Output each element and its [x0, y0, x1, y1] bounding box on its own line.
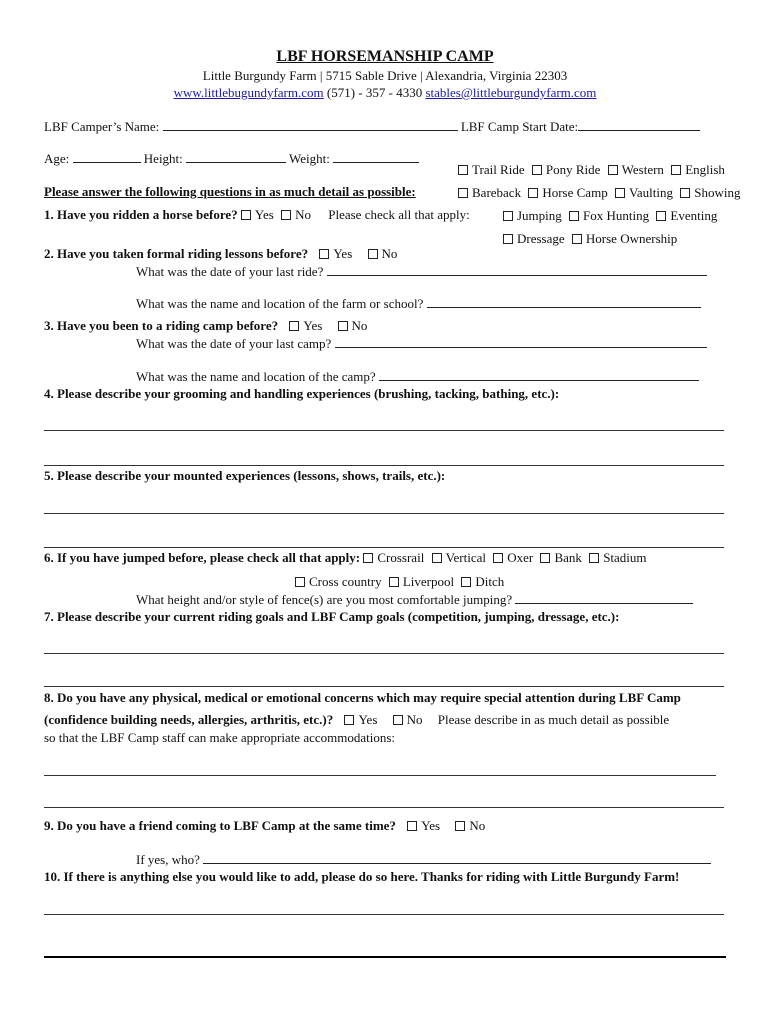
checkbox-icon — [393, 715, 403, 725]
question-8-row-2 — [44, 712, 669, 728]
question-7-text: 7. Please describe your current riding goals and LBF Camp goals (competition, jumping, dressage, etc.): — [44, 609, 620, 624]
camp-location-field[interactable] — [379, 369, 699, 381]
checkbox-icon — [319, 249, 329, 259]
age-height-weight-row — [44, 151, 419, 167]
question-8-line-2: (confidence building needs, allergies, arthritis, etc.)? — [44, 712, 334, 727]
question-2-text: 2. Have you taken formal riding lessons before? — [44, 246, 309, 261]
website-link[interactable]: www.littlebugundyfarm.com — [173, 85, 324, 100]
farm-address: Little Burgundy Farm | 5715 Sable Drive | Alexandria, Virginia 22303 — [202, 68, 568, 83]
question-8-line-1: 8. Do you have any physical, medical or emotional concerns which may require special attention during LBF Camp — [44, 690, 681, 705]
checkbox-icon — [532, 165, 542, 175]
jump-ditch[interactable]: Ditch — [461, 574, 504, 589]
fence-height-field[interactable] — [515, 592, 693, 604]
question-6-text: 6. If you have jumped before, please check all that apply: — [44, 550, 361, 565]
friend-who-label: If yes, who? — [136, 852, 200, 867]
q4-answer-line-1[interactable] — [44, 430, 724, 431]
option-english[interactable]: English — [671, 162, 725, 177]
checkbox-icon — [344, 715, 354, 725]
checkbox-icon — [503, 211, 513, 221]
contact-line — [0, 85, 770, 101]
experience-options-row-4 — [503, 231, 681, 247]
age-field[interactable] — [73, 151, 141, 163]
q3-no[interactable]: No — [338, 318, 368, 333]
start-date-field[interactable] — [578, 119, 700, 131]
option-eventing[interactable]: Eventing — [656, 208, 717, 223]
checkbox-icon — [671, 165, 681, 175]
q4-answer-line-2[interactable] — [44, 465, 724, 466]
q7-answer-line-1[interactable] — [44, 653, 724, 654]
q8-yes[interactable]: Yes — [344, 712, 377, 727]
last-ride-row — [136, 264, 707, 280]
height-field[interactable] — [186, 151, 286, 163]
question-4-text: 4. Please describe your grooming and handling experiences (brushing, tacking, bathing, etc.): — [44, 386, 560, 401]
q10-answer-line[interactable] — [44, 914, 724, 915]
q3-yes[interactable]: Yes — [289, 318, 322, 333]
q7-answer-line-2[interactable] — [44, 686, 724, 687]
checkbox-icon — [608, 165, 618, 175]
question-1-text: 1. Have you ridden a horse before? — [44, 207, 238, 222]
checkbox-icon — [289, 321, 299, 331]
checkbox-icon — [363, 553, 373, 563]
email-link[interactable]: stables@littleburgundyfarm.com — [425, 85, 597, 100]
phone-number: (571) - 357 - 4330 — [326, 85, 423, 100]
jump-cross-country[interactable]: Cross country — [295, 574, 382, 589]
farm-school-field[interactable] — [427, 296, 701, 308]
jump-liverpool[interactable]: Liverpool — [389, 574, 454, 589]
friend-who-row — [136, 852, 711, 868]
option-fox-hunting[interactable]: Fox Hunting — [569, 208, 649, 223]
question-5-text: 5. Please describe your mounted experiences (lessons, shows, trails, etc.): — [44, 468, 446, 483]
question-3 — [44, 318, 371, 334]
height-label: Height: — [143, 151, 183, 166]
q2-no[interactable]: No — [368, 246, 398, 261]
checkbox-icon — [589, 553, 599, 563]
checkbox-icon — [407, 821, 417, 831]
last-ride-field[interactable] — [327, 264, 707, 276]
friend-who-field[interactable] — [203, 852, 711, 864]
checkbox-icon — [389, 577, 399, 587]
q8-describe-text: Please describe in as much detail as possible — [437, 712, 670, 727]
age-label: Age: — [44, 151, 70, 166]
q8-no[interactable]: No — [393, 712, 423, 727]
option-western[interactable]: Western — [608, 162, 664, 177]
option-vaulting[interactable]: Vaulting — [615, 185, 673, 200]
option-dressage[interactable]: Dressage — [503, 231, 565, 246]
question-8-line-3: so that the LBF Camp staff can make appropriate accommodations: — [44, 730, 396, 745]
q9-no[interactable]: No — [455, 818, 485, 833]
checkbox-icon — [503, 234, 513, 244]
checkbox-icon — [368, 249, 378, 259]
jump-vertical[interactable]: Vertical — [432, 550, 486, 565]
page-title: LBF HORSEMANSHIP CAMP — [276, 48, 494, 65]
experience-options-row-2 — [458, 185, 745, 201]
jump-oxer[interactable]: Oxer — [493, 550, 533, 565]
bottom-rule — [44, 956, 726, 958]
question-10-text: 10. If there is anything else you would like to add, please do so here. Thanks for riding with Little Burgundy Farm! — [44, 869, 680, 884]
question-1 — [44, 207, 470, 223]
last-camp-field[interactable] — [335, 336, 707, 348]
experience-options-row-3 — [503, 208, 721, 224]
checkbox-icon — [241, 210, 251, 220]
last-camp-row — [136, 336, 707, 352]
camper-name-row — [44, 119, 700, 135]
q5-answer-line-2[interactable] — [44, 547, 724, 548]
jump-crossrail[interactable]: Crossrail — [363, 550, 424, 565]
camp-location-label: What was the name and location of the camp? — [136, 369, 376, 384]
checkbox-icon — [455, 821, 465, 831]
checkbox-icon — [281, 210, 291, 220]
farm-school-row — [136, 296, 701, 312]
checkbox-icon — [338, 321, 348, 331]
farm-school-label: What was the name and location of the farm or school? — [136, 296, 424, 311]
checkbox-icon — [461, 577, 471, 587]
jump-stadium[interactable]: Stadium — [589, 550, 646, 565]
option-trail-ride[interactable]: Trail Ride — [458, 162, 525, 177]
checkbox-icon — [528, 188, 538, 198]
option-pony-ride[interactable]: Pony Ride — [532, 162, 601, 177]
camp-location-row — [136, 369, 699, 385]
checkbox-icon — [569, 211, 579, 221]
option-horse-camp[interactable]: Horse Camp — [528, 185, 607, 200]
weight-field[interactable] — [333, 151, 419, 163]
checkbox-icon — [540, 553, 550, 563]
question-2 — [44, 246, 401, 262]
checkbox-icon — [615, 188, 625, 198]
last-camp-label: What was the date of your last camp? — [136, 336, 332, 351]
weight-label: Weight: — [289, 151, 330, 166]
fence-height-label: What height and/or style of fence(s) are you most comfortable jumping? — [136, 592, 513, 607]
checkbox-icon — [493, 553, 503, 563]
question-9 — [44, 818, 489, 834]
checkbox-icon — [680, 188, 690, 198]
check-all-label: Please check all that apply: — [328, 207, 470, 222]
camper-name-label: LBF Camper’s Name: — [44, 119, 160, 134]
checkbox-icon — [656, 211, 666, 221]
checkbox-icon — [295, 577, 305, 587]
option-jumping[interactable]: Jumping — [503, 208, 562, 223]
q2-yes[interactable]: Yes — [319, 246, 352, 261]
question-3-text: 3. Have you been to a riding camp before? — [44, 318, 279, 333]
q1-no[interactable]: No — [281, 207, 311, 222]
start-date-label: LBF Camp Start Date: — [460, 119, 579, 134]
camper-name-field[interactable] — [163, 119, 458, 131]
checkbox-icon — [432, 553, 442, 563]
q9-yes[interactable]: Yes — [407, 818, 440, 833]
q8-answer-line-1[interactable] — [44, 775, 716, 776]
jump-bank[interactable]: Bank — [540, 550, 581, 565]
q5-answer-line-1[interactable] — [44, 513, 724, 514]
instruction-text: Please answer the following questions in as much detail as possible: — [44, 184, 416, 199]
option-horse-ownership[interactable]: Horse Ownership — [572, 231, 677, 246]
jump-options-row-2 — [295, 574, 508, 590]
option-showing[interactable]: Showing — [680, 185, 740, 200]
experience-options-row-1 — [458, 162, 729, 178]
fence-height-row — [136, 592, 693, 608]
checkbox-icon — [458, 188, 468, 198]
question-6 — [44, 550, 651, 566]
question-9-text: 9. Do you have a friend coming to LBF Camp at the same time? — [44, 818, 396, 833]
last-ride-label: What was the date of your last ride? — [136, 264, 324, 279]
checkbox-icon — [458, 165, 468, 175]
checkbox-icon — [572, 234, 582, 244]
q1-yes[interactable]: Yes — [241, 207, 274, 222]
option-bareback[interactable]: Bareback — [458, 185, 521, 200]
q8-answer-line-2[interactable] — [44, 807, 724, 808]
